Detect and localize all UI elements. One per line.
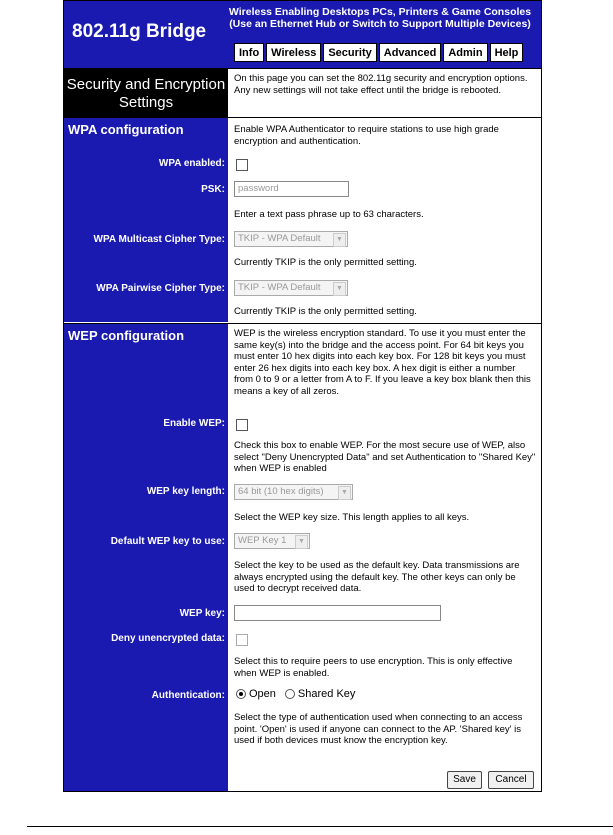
default-wep-key-select[interactable] bbox=[234, 533, 310, 549]
tagline: Wireless Enabling Desktops PCs, Printers & Game Consoles (Use an Ethernet Hub or Switch to Support Multiple Devices) bbox=[228, 6, 532, 30]
page-description: On this page you can set the 802.11g security and encryption options. Any new settings will not take effect until the bridge is rebooted. bbox=[234, 73, 528, 96]
wpa-multicast-select[interactable] bbox=[234, 231, 348, 247]
auth-shared-label: Shared Key bbox=[297, 688, 356, 700]
default-wep-key-value: WEP Key 1 bbox=[238, 535, 287, 546]
psk-help: Enter a text pass phrase up to 63 characters. bbox=[234, 209, 424, 220]
authentication-help: Select the type of authentication used when connecting to an access point. 'Open' is used if anyone can connect to the AP. 'Shared key' is used if both devices must know the encryption key. bbox=[234, 712, 523, 746]
wpa-pairwise-label: WPA Pairwise Cipher Type: bbox=[96, 283, 225, 294]
nav-tabs bbox=[234, 43, 523, 62]
wpa-pairwise-select[interactable] bbox=[234, 280, 348, 296]
wpa-pairwise-value: TKIP - WPA Default bbox=[238, 282, 321, 293]
enable-wep-help: Check this box to enable WEP. For the most secure use of WEP, also select "Deny Unencrypted Data" and set Authentication to "Shared Key" when WEP is enabled bbox=[234, 440, 536, 474]
wpa-label-column bbox=[64, 118, 228, 322]
wep-section bbox=[64, 323, 541, 791]
wep-key-length-help: Select the WEP key size. This length applies to all keys. bbox=[234, 512, 470, 523]
wep-label-column bbox=[64, 324, 228, 791]
wpa-intro: Enable WPA Authenticator to require stations to use high grade encryption and authentication. bbox=[234, 124, 499, 147]
psk-label: PSK: bbox=[201, 184, 225, 195]
wep-key-length-select[interactable] bbox=[234, 484, 353, 500]
chevron-down-icon: ▼ bbox=[333, 282, 346, 296]
chevron-down-icon: ▼ bbox=[333, 233, 346, 247]
tab-advanced[interactable]: Advanced bbox=[379, 43, 442, 62]
page-separator bbox=[27, 826, 613, 827]
brand-title: 802.11g Bridge bbox=[72, 21, 207, 42]
wpa-multicast-help: Currently TKIP is the only permitted setting. bbox=[234, 257, 417, 268]
save-button[interactable]: Save bbox=[447, 771, 482, 789]
wpa-pairwise-help: Currently TKIP is the only permitted setting. bbox=[234, 306, 417, 317]
wpa-multicast-value: TKIP - WPA Default bbox=[238, 233, 321, 244]
tab-security[interactable]: Security bbox=[323, 43, 376, 62]
authentication-options bbox=[236, 688, 355, 700]
auth-open-radio[interactable] bbox=[236, 689, 246, 699]
wpa-section-title: WPA configuration bbox=[68, 122, 184, 137]
chevron-down-icon: ▼ bbox=[295, 535, 308, 549]
default-wep-key-label: Default WEP key to use: bbox=[110, 536, 225, 547]
wpa-enabled-label: WPA enabled: bbox=[158, 158, 225, 169]
tab-admin[interactable]: Admin bbox=[443, 43, 487, 62]
settings-panel bbox=[63, 0, 542, 792]
chevron-down-icon: ▼ bbox=[338, 486, 351, 500]
wpa-multicast-label: WPA Multicast Cipher Type: bbox=[93, 234, 225, 245]
page-title-bar bbox=[64, 68, 541, 118]
cancel-button[interactable]: Cancel bbox=[488, 771, 534, 789]
wep-intro: WEP is the wireless encryption standard. To use it you must enter the same key(s) into the bridge and the access point. For 64 bit keys you must enter 10 hex digits into each key box. For 128 bit keys you must enter 26 hex digits into each key box. A hex digit is either a number from 0 to 9 or a letter from A to F. If you leave a key box blank then this means a key of all zeros. bbox=[234, 328, 531, 397]
tab-info[interactable]: Info bbox=[234, 43, 264, 62]
auth-open-label: Open bbox=[249, 688, 276, 700]
default-wep-key-help: Select the key to be used as the default key. Data transmissions are always encrypted using the default key. The other keys can only be used to decrypt received data. bbox=[234, 560, 520, 594]
deny-unencrypted-help: Select this to require peers to use encryption. This is only effective when WEP is enabled. bbox=[234, 656, 513, 679]
wep-section-title: WEP configuration bbox=[68, 328, 185, 343]
wep-key-length-label: WEP key length: bbox=[146, 486, 225, 497]
wpa-enabled-checkbox[interactable] bbox=[236, 159, 248, 171]
tab-help[interactable]: Help bbox=[490, 43, 524, 62]
wep-key-label: WEP key: bbox=[179, 608, 225, 619]
header-bar bbox=[64, 1, 541, 68]
authentication-label: Authentication: bbox=[151, 690, 225, 701]
enable-wep-label: Enable WEP: bbox=[163, 418, 225, 429]
page-title: Security and Encryption Settings bbox=[64, 69, 228, 117]
enable-wep-checkbox[interactable] bbox=[236, 419, 248, 431]
wep-key-input[interactable] bbox=[234, 605, 441, 621]
deny-unencrypted-label: Deny unencrypted data: bbox=[111, 633, 225, 644]
psk-input[interactable]: password bbox=[234, 181, 349, 197]
tab-wireless[interactable]: Wireless bbox=[266, 43, 321, 62]
auth-shared-radio[interactable] bbox=[285, 689, 295, 699]
wpa-section bbox=[64, 118, 541, 322]
wep-key-length-value: 64 bit (10 hex digits) bbox=[238, 486, 324, 497]
deny-unencrypted-checkbox[interactable] bbox=[236, 634, 248, 646]
